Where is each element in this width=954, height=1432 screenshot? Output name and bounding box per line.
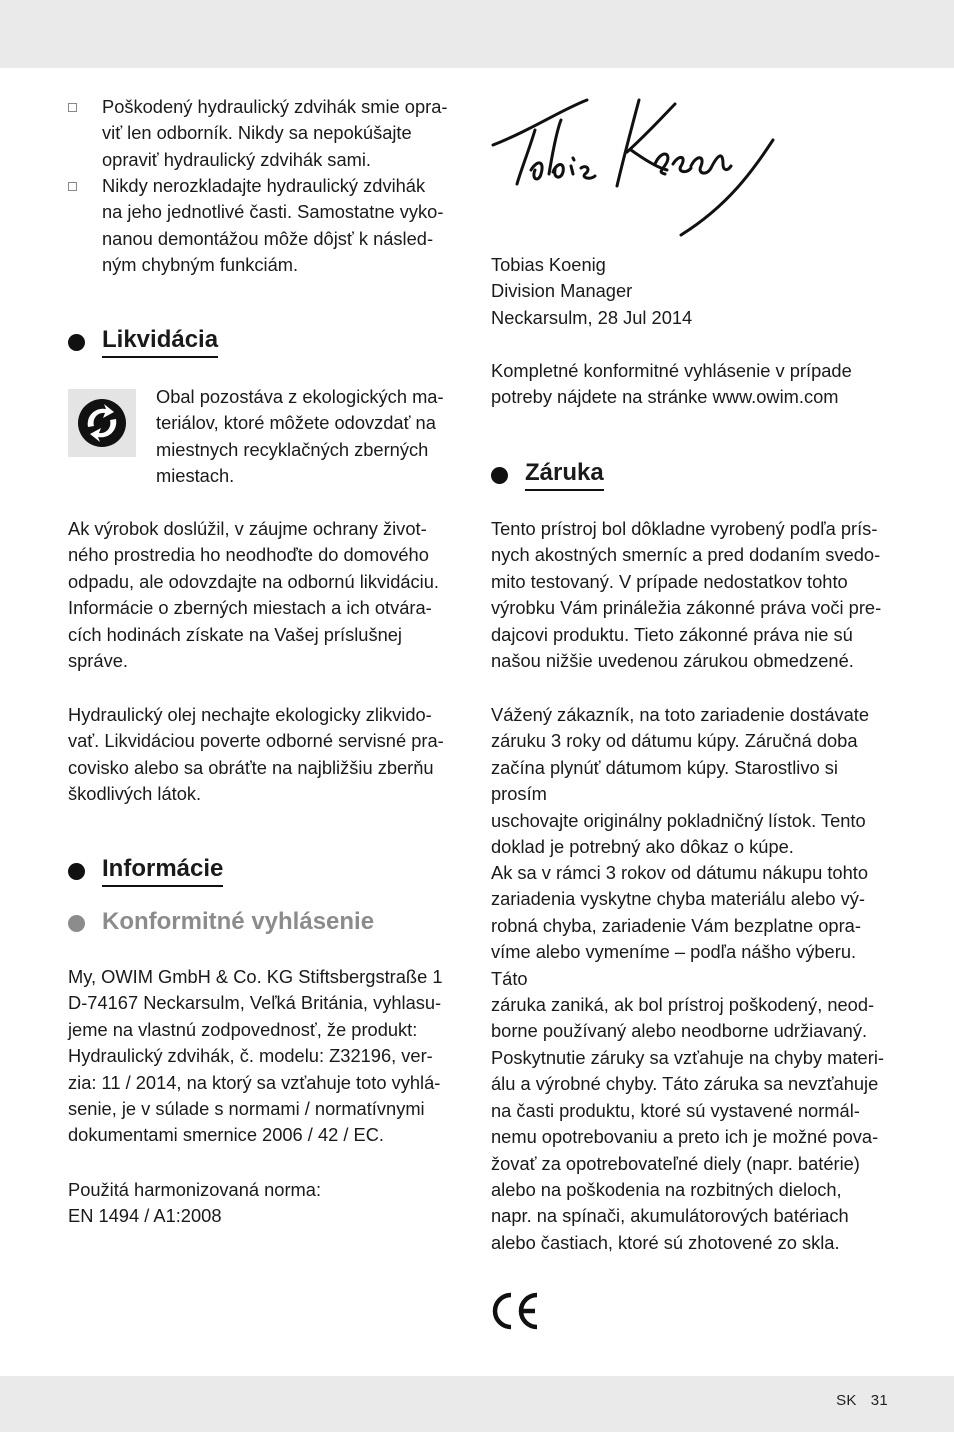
paragraph-full-declaration: Kompletné konformitné vyhlásenie v prípade potreby nájdete na stránke www.owim.com — [491, 360, 852, 408]
paragraph-warranty-4: Poskytnutie záruky sa vzťahuje na chyby materi- álu a výrobné chyby. Táto záruka sa nevzťahuje na časti produktu, ktoré sú vystavené normál- nemu opotrebovaniu a preto ich je možné pova- žovať za opotrebovateľné diely (napr. batérie) alebo na poškodenia na rozbitných dieloch, napr. na spínači, akumulátorových batériach alebo častiach, ktoré sú zhotovené zo skla. — [491, 1047, 884, 1253]
heading-konformitne — [68, 908, 374, 938]
recycling-icon — [68, 389, 136, 457]
section-title: Záruka — [525, 459, 604, 491]
signature-image — [491, 90, 791, 245]
header-band — [0, 0, 954, 68]
section-title: Likvidácia — [102, 326, 218, 358]
paragraph-declaration: My, OWIM GmbH & Co. KG Stiftsbergstraße 1 D-74167 Neckarsulm, Veľká Británia, vyhlasu- jeme na vlastnú zodpovednosť, že produkt: Hydraulický zdvihák, č. modelu: Z32196, ver- zia: 11 / 2014, na ktorý sa vzťahuje toto vyhlá- senie, je v súlade s normami / normatívnymi dokumentami smernice 2006 / 42 / EC. — [68, 966, 443, 1146]
heading-zaruka — [491, 459, 604, 491]
bullet-dot-icon — [68, 334, 85, 351]
paragraph-oil: Hydraulický olej nechajte ekologicky zlikvido- vať. Likvidáciou poverte odborné servisné pra- covisko alebo sa obráťte na najbližšiu zberňu škodlivých látok. — [68, 704, 444, 805]
page-number-value: 31 — [870, 1392, 888, 1409]
bullet-text: Nikdy nerozkladajte hydraulický zdvihák na jeho jednotlivé časti. Samostatne vyko- nanou demontážou môže dôjsť k násled- ným chybným funkciám. — [102, 175, 444, 276]
paragraph-norm: Použitá harmonizovaná norma: EN 1494 / A1:2008 — [68, 1179, 322, 1227]
signer-info: Tobias Koenig Division Manager Neckarsulm, 28 Jul 2014 — [491, 254, 693, 328]
bullet-dot-icon — [491, 467, 508, 484]
paragraph-warranty-2: Vážený zákazník, na toto zariadenie dostávate záruku 3 roky od dátumu kúpy. Záručná doba začína plynúť dátumom kúpy. Starostlivo si prosím uschovajte originálny pokladničný lístok. Tento doklad je potrebný ako dôkaz o kúpe. — [491, 704, 870, 858]
square-bullet-icon — [68, 182, 77, 191]
square-bullet-icon — [68, 103, 77, 112]
language-code: SK — [836, 1392, 857, 1409]
bullet-dot-icon — [68, 915, 85, 932]
footer-band — [0, 1376, 954, 1432]
ce-mark-icon — [491, 1291, 541, 1336]
paragraph-warranty-1: Tento prístroj bol dôkladne vyrobený podľa prís- nych akostných smerníc a pred dodaním svedo- mito testovaný. V prípade nedostatkov tohto výrobku Vám prináležia zákonné práva voči pre- dajcovi produktu. Tieto zákonné práva nie sú našou nižšie uvedenou zárukou obmedzené. — [491, 518, 882, 672]
page-number — [836, 1392, 888, 1409]
paragraph-disposal: Ak výrobok doslúžil, v záujme ochrany život- ného prostredia ho neodhoďte do domového odpadu, ale odovzdajte na odbornú likvidáciu. Informácie o zberných miestach a ich otvára- cích hodinách získate na Vašej príslušnej správe. — [68, 518, 439, 672]
section-title: Informácie — [102, 855, 223, 887]
recycling-text: Obal pozostáva z ekologických ma- teriálov, ktoré môžete odovzdať na miestnych recyklačných zberných miestach. — [156, 386, 444, 487]
heading-informacie — [68, 855, 223, 887]
bullet-text: Poškodený hydraulický zdvihák smie opra- viť len odborník. Nikdy sa nepokúšajte opraviť hydraulický zdvihák sami. — [102, 96, 448, 170]
heading-likvidacia — [68, 326, 218, 358]
bullet-dot-icon — [68, 863, 85, 880]
paragraph-warranty-3: Ak sa v rámci 3 rokov od dátumu nákupu tohto zariadenia vyskytne chyba materiálu alebo vý- robná chyba, zariadenie Vám bezplatne opra- víme alebo vymeníme – podľa nášho výberu. Táto záruka zaniká, ak bol prístroj poškodený, neod- borne používaný alebo neodborne udržiavaný. — [491, 862, 875, 1042]
subsection-title: Konformitné vyhlásenie — [102, 908, 375, 935]
